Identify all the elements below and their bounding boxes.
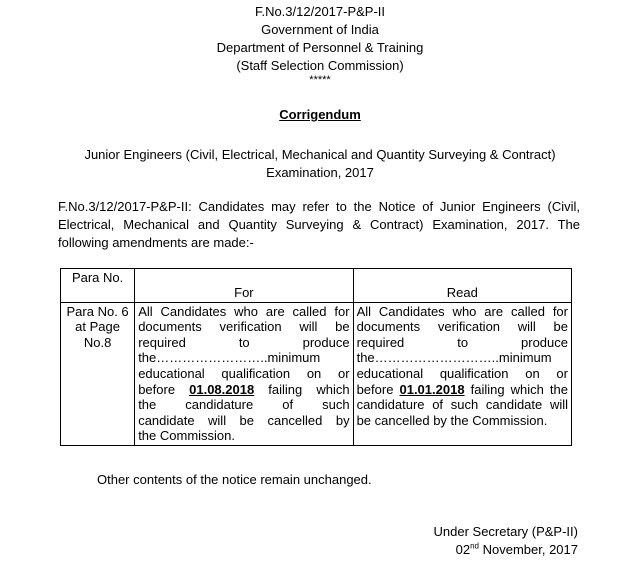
col-header-for: For xyxy=(135,269,353,303)
table-row xyxy=(61,302,572,445)
for-before: before xyxy=(138,381,190,397)
read-after: failing which the xyxy=(464,381,568,397)
for-line-date xyxy=(138,382,349,398)
department-line: Department of Personnel & Training xyxy=(216,40,424,55)
read-line: candidature of such candidate will xyxy=(356,397,568,413)
cell-read xyxy=(353,302,571,445)
subject xyxy=(0,146,640,182)
for-line: required to produce xyxy=(138,334,350,350)
for-line: All Candidates who are called for xyxy=(138,303,350,319)
read-line: required to produce xyxy=(356,334,568,350)
for-date: 01.08.2018 xyxy=(189,381,255,397)
subject-line-2: Examination, 2017 xyxy=(266,165,374,180)
signature-date xyxy=(434,541,579,559)
for-line: documents verification will be xyxy=(138,319,350,335)
commission-line: (Staff Selection Commission) xyxy=(236,58,404,73)
col-header-read: Read xyxy=(353,269,571,303)
date-day: 02 xyxy=(455,542,471,557)
subject-line-1: Junior Engineers (Civil, Electrical, Mechanical and Quantity Surveying & Contract) xyxy=(84,147,556,162)
document-header xyxy=(0,3,640,85)
for-line: the……………………..minimum xyxy=(138,350,321,366)
read-line: be cancelled by the Commission. xyxy=(356,412,548,428)
read-line: educational qualification on or xyxy=(356,365,568,381)
file-number: F.No.3/12/2017-P&P-II xyxy=(254,4,386,19)
for-line: the candidature of such xyxy=(138,397,350,413)
for-after: failing which xyxy=(254,381,350,397)
government-line: Government of India xyxy=(261,22,379,37)
read-line: documents verification will be xyxy=(356,319,568,335)
read-line: All Candidates who are called for xyxy=(356,303,568,319)
read-date: 01.01.2018 xyxy=(399,381,465,397)
for-line: educational qualification on or xyxy=(138,365,350,381)
table-header-row xyxy=(61,269,572,303)
read-line-date xyxy=(357,382,568,398)
col-header-para: Para No. xyxy=(61,269,135,303)
signatory-designation: Under Secretary (P&P-II) xyxy=(433,524,578,539)
intro-paragraph: F.No.3/12/2017-P&P-II: Candidates may refer to the Notice of Junior Engineers (Civil, Electrical, Mechanical and Quantity Surveying & Contract) Examination, 2017. The following amendments are made:- xyxy=(58,199,580,250)
cell-for xyxy=(135,302,353,445)
for-line: candidate will be cancelled by xyxy=(138,412,350,428)
closing-note: Other contents of the notice remain unchanged. xyxy=(97,472,372,487)
read-line: the………………………..minimum xyxy=(356,350,552,366)
document-title: Corrigendum xyxy=(279,107,361,122)
for-line: the Commission. xyxy=(138,428,235,444)
cell-para: Para No. 6 at Page No.8 xyxy=(61,302,135,445)
date-suffix: nd xyxy=(470,541,479,551)
read-before: before xyxy=(356,381,400,397)
amendment-table xyxy=(60,268,572,446)
signature-block xyxy=(434,523,579,559)
date-month-year: November, 2017 xyxy=(478,542,578,557)
separator-stars: ***** xyxy=(309,74,331,86)
